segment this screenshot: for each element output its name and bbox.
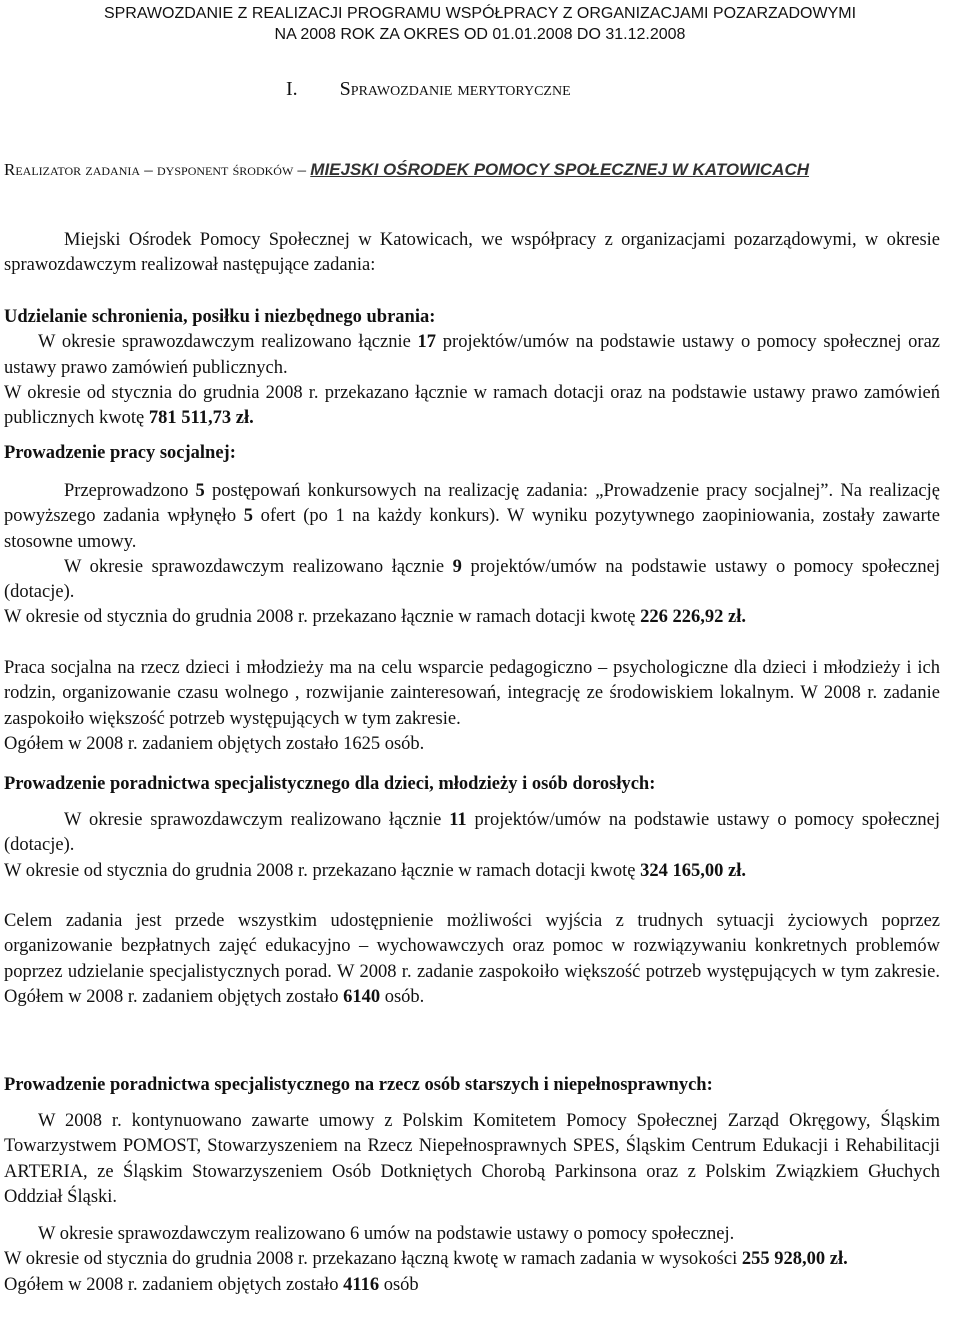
section-title	[286, 78, 571, 101]
text-run: osób.	[380, 986, 425, 1007]
intro-paragraph	[4, 228, 940, 279]
text-run: W okresie sprawozdawczym realizowano łącznie	[64, 810, 450, 830]
text-run: Celem zadania jest przede wszystkim udostępnienie możliwości wyjścia z trudnych sytuacji życiowych poprzez organizowanie bezpłatnych zajęć edukacyjno – wychowawczych oraz pomoc w rozwiązywaniu konkretnych problemów poprzez udzielanie specjalistycznych porad. W 2008 r. zadanie zaspokoiło większość potrzeb występujących w tym zakresie. Ogółem w 2008 r. zadaniem objętych zostało	[4, 911, 940, 1007]
section-title-text: Sprawozdanie merytoryczne	[339, 78, 571, 100]
schronienie-p1	[4, 330, 940, 381]
section-poradnictwo-dzieci	[4, 772, 940, 797]
heading-poradnictwo-starsi: Prowadzenie poradnictwa specjalistycznego na rzecz osób starszych i niepełnosprawnych:	[4, 1075, 713, 1095]
offers-count: 5	[243, 506, 253, 527]
text-run: W okresie od stycznia do grudnia 2008 r. przekazano łącznie w ramach dotacji kwotę	[4, 860, 641, 881]
text-run: W okresie sprawozdawczym realizowano łącznie	[38, 332, 418, 353]
poradnictwo-starsi-p2: W okresie sprawozdawczym realizowano 6 umów na podstawie ustawy o pomocy społecznej.	[38, 1224, 735, 1244]
persons-count: 4116	[343, 1274, 380, 1295]
text-run: W okresie sprawozdawczym realizowano łącznie	[64, 556, 453, 577]
text-run: W okresie od stycznia do grudnia 2008 r. przekazano łączną kwotę w ramach zadania w wysokości	[4, 1249, 742, 1270]
text-run: projektów/umów na podstawie ustawy o pomocy społecznej oraz ustawy prawo zamówień publicznych.	[4, 332, 940, 378]
text-run: projektów/umów na podstawie ustawy o pomocy społecznej (dotacje).	[4, 556, 940, 603]
section-number: I.	[286, 78, 298, 100]
realizator-line	[4, 158, 954, 182]
poradnictwo-dzieci-p2	[4, 859, 940, 884]
poradnictwo-dzieci-desc	[4, 909, 940, 1010]
projects-count: 11	[449, 810, 467, 830]
poradnictwo-starsi-p1: W 2008 r. kontynuowano zawarte umowy z Polskim Komitetem Pomocy Społecznej Zarząd Okręgowy, Śląskim Towarzystwem POMOST, Stowarzyszeniem na Rzecz Niepełnosprawnych SPES, Śląskim Centrum Edukacji i Rehabilitacji ARTERIA, ze Śląskim Stowarzyszeniem Osób Dotkniętych Chorobą Parkinsona oraz z Polskim Związkiem Głuchych Oddział Śląski.	[4, 1111, 940, 1207]
poradnictwo-dzieci-p1	[4, 808, 940, 859]
report-header-line1: SPRAWOZDANIE Z REALIZACJI PROGRAMU WSPÓŁPRACY Z ORGANIZACJAMI POZARZADOWYMI	[103, 5, 857, 22]
realizator-label: Realizator zadania – dysponent środków –	[4, 160, 307, 179]
section-poradnictwo-starsi	[4, 1073, 940, 1098]
schronienie-p2	[4, 381, 940, 432]
text-run: W okresie od stycznia do grudnia 2008 r. przekazano łącznie w ramach dotacji kwotę	[4, 607, 641, 628]
poradnictwo-dzieci-body	[4, 808, 940, 884]
praca-socjalna-p1	[4, 479, 940, 555]
praca-socjalna-body	[4, 479, 940, 631]
heading-poradnictwo-dzieci: Prowadzenie poradnictwa specjalistycznego dla dzieci, młodzieży i osób dorosłych:	[4, 774, 656, 794]
projects-count: 17	[417, 332, 437, 353]
amount: 324 165,00 zł.	[640, 860, 746, 881]
poradnictwo-dzieci-p3	[4, 909, 940, 1010]
section-praca-socjalna	[4, 441, 940, 466]
poradnictwo-starsi-summary	[4, 1222, 940, 1298]
poradnictwo-starsi-p3	[4, 1247, 940, 1272]
text-run: projektów/umów na podstawie ustawy o pomocy społecznej (dotacje).	[4, 810, 940, 856]
persons-count: 6140	[343, 986, 381, 1007]
heading-schronienie: Udzielanie schronienia, posiłku i niezbędnego ubrania:	[4, 307, 436, 327]
text-run: osób	[379, 1274, 419, 1295]
poradnictwo-starsi-body	[4, 1109, 940, 1210]
poradnictwo-starsi-p4	[4, 1273, 940, 1298]
praca-socjalna-p5: Ogółem w 2008 r. zadaniem objętych zostało 1625 osób.	[4, 733, 425, 754]
heading-praca-socjalna: Prowadzenie pracy socjalnej:	[4, 443, 236, 463]
praca-socjalna-p2	[4, 555, 940, 606]
text-run: Ogółem w 2008 r. zadaniem objętych zostało	[4, 1274, 344, 1295]
text-run: W okresie od stycznia do grudnia 2008 r. przekazano łącznie w ramach dotacji oraz na podstawie ustawy prawo zamówień publicznych kwotę	[4, 382, 940, 429]
section-schronienie	[4, 305, 940, 431]
praca-socjalna-p3	[4, 605, 940, 630]
amount: 781 511,73 zł.	[148, 408, 254, 429]
intro-text: Miejski Ośrodek Pomocy Społecznej w Katowicach, we współpracy z organizacjami pozarządowymi, w okresie sprawozdawczym realizował następujące zadania:	[4, 230, 940, 276]
text-run: Przeprowadzono	[64, 481, 196, 501]
realizator-org: MIEJSKI OŚRODEK POMOCY SPOŁECZNEJ W KATOWICACH	[310, 160, 809, 179]
projects-count: 9	[452, 556, 462, 577]
text-run: ofert (po 1 na każdy konkurs). W wyniku pozytywnego zaopiniowania, zostały zawarte stosowne umowy.	[4, 506, 941, 552]
report-header-line2: NA 2008 ROK ZA OKRES OD 01.01.2008 DO 31.12.2008	[274, 26, 686, 43]
text-run: postępowań konkursowych na realizację zadania: „Prowadzenie pracy socjalnej”. Na realizację powyższego zadania wpłynęło	[4, 481, 940, 527]
amount: 255 928,00 zł.	[741, 1249, 848, 1270]
praca-socjalna-desc	[4, 656, 940, 757]
proceedings-count: 5	[195, 481, 205, 501]
amount: 226 226,92 zł.	[640, 607, 746, 628]
praca-socjalna-p4: Praca socjalna na rzecz dzieci i młodzieży ma na celu wsparcie pedagogiczno – psychologiczne dla dzieci i młodzieży i ich rodzin, organizowanie czasu wolnego , rozwijanie zainteresowań, integrację ze środowiskiem lokalnym. W 2008 r. zadanie zaspokoiło większość potrzeb występujących w tym zakresie.	[4, 658, 940, 729]
